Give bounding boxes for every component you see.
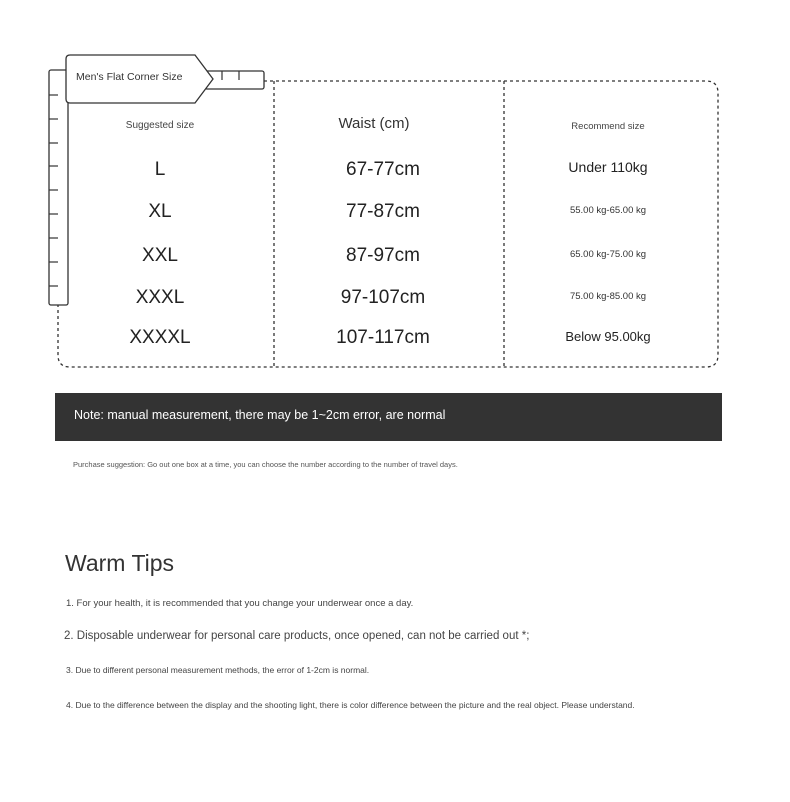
row-size: L [154, 159, 166, 180]
tag-label: Men's Flat Corner Size [76, 71, 183, 83]
warm-tip-item: 2. Disposable underwear for personal care products, once opened, can not be carried out *; [64, 630, 530, 642]
row-waist: 87-97cm [346, 245, 420, 266]
ruler-icon [49, 70, 68, 305]
warm-tip-item: 3. Due to different personal measurement methods, the error of 1-2cm is normal. [66, 665, 370, 675]
row-recommend: 75.00 kg-85.00 kg [569, 291, 647, 302]
row-waist: 77-87cm [346, 201, 420, 222]
warm-tips-title: Warm Tips [65, 550, 175, 576]
row-waist: 97-107cm [340, 287, 426, 308]
row-recommend: Under 110kg [568, 159, 648, 175]
row-waist: 107-117cm [336, 327, 430, 348]
row-size: XL [148, 201, 172, 222]
warm-tip-item: 4. Due to the difference between the display and the shooting light, there is color difference between the picture and the real object. Please understand. [66, 700, 635, 710]
row-size: XXL [142, 245, 178, 266]
row-waist: 67-77cm [346, 159, 420, 180]
size-table-frame [0, 0, 790, 380]
header-waist: Waist (cm) [338, 115, 410, 132]
row-size: XXXXL [129, 327, 191, 348]
header-suggested-size: Suggested size [125, 120, 195, 131]
row-recommend: 55.00 kg-65.00 kg [569, 205, 647, 216]
purchase-suggestion: Purchase suggestion: Go out one box at a time, you can choose the number according to the number of travel days. [73, 460, 458, 469]
tag-tail [205, 71, 264, 89]
warm-tip-item: 1. For your health, it is recommended that you change your underwear once a day. [66, 598, 414, 609]
row-size: XXXL [135, 287, 185, 308]
row-recommend: 65.00 kg-75.00 kg [569, 249, 647, 260]
row-recommend: Below 95.00kg [565, 329, 651, 344]
header-recommend-size: Recommend size [571, 121, 645, 132]
measurement-note-bar: Note: manual measurement, there may be 1~2cm error, are normal [55, 393, 722, 441]
